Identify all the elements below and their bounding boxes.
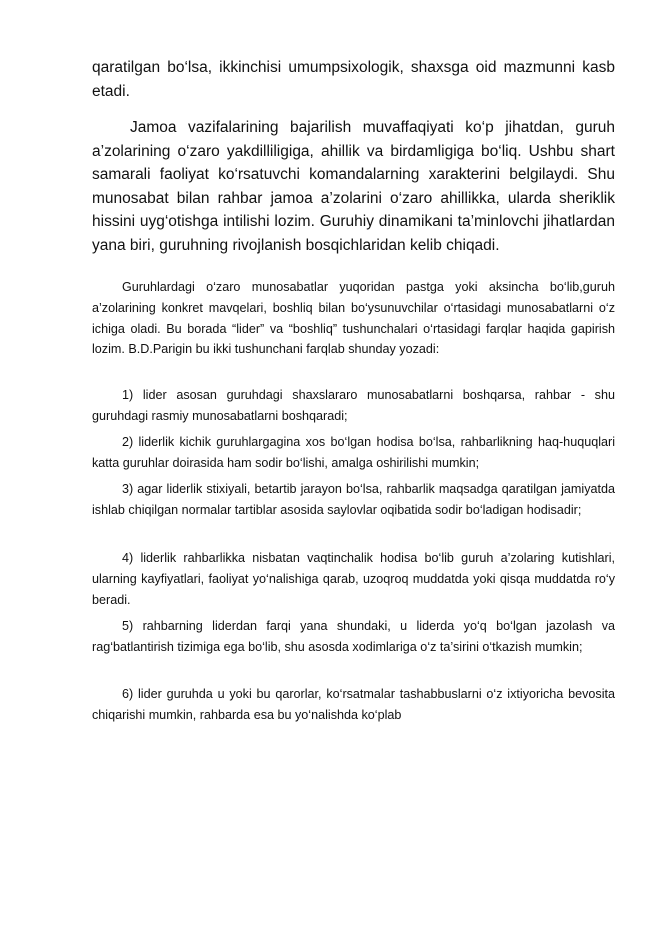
paragraph-guruhlardagi: Guruhlardagi o‘zaro munosabatlar yuqoridan pastga yoki aksincha bo‘lib,guruh a’zolarining konkret mavqelari, boshliq bilan bo‘ysunuvchilar o‘rtasidagi munosabatlarni o‘z ichiga oladi. Bu borada “lider” va “boshliq” tushunchalari o‘rtasidagi farqlar haqida gapirish lozim. B.D.Parigin bu ikki tushunchani farqlab shunday yozadi: (92, 280, 615, 357)
list-item-3: 3) agar liderlik stixiyali, betartib jarayon bo‘lsa, rahbarlik maqsadga qaratilgan jamiyatda ishlab chiqilgan normalar tartiblar asosida saylovlar oqibatida sodir bo‘ladigan hodisadir; (92, 482, 615, 517)
paragraph-jamoa: Jamoa vazifalarining bajarilish muvaffaqiyati ko‘p jihatdan, guruh a’zolarining o‘zaro yakdilliligiga, ahillik va birdamligiga bo‘liq. Ushbu shart samarali faoliyat ko‘rsatuvchi komandalarning xarakterini belgilaydi. Shu munosabat bilan rahbar jamoa a’zolarini o‘zaro ahillikka, ularda sheriklik hissini uyg‘otishga intilishi lozim. Guruhiy dinamikani ta’minlovchi jihatlardan yana biri, guruhning rivojlanish bosqichlaridan kelib chiqadi. (92, 119, 615, 254)
list-item-1: 1) lider asosan guruhdagi shaxslararo munosabatlarni boshqarsa, rahbar - shu guruhdagi rasmiy munosabatlarni boshqaradi; (92, 388, 615, 423)
paragraph-continuation: qaratilgan bo‘lsa, ikkinchisi umumpsixologik, shaxsga oid mazmunni kasb etadi. (92, 59, 615, 100)
list-item-5: 5) rahbarning liderdan farqi yana shundaki, u liderda yo‘q bo‘lgan jazolash va rag‘batlantirish tizimiga ega bo‘lib, shu asosda xodimlariga o‘z ta’sirini o‘tkazish mumkin; (92, 619, 615, 654)
list-item-2: 2) liderlik kichik guruhlargagina xos bo‘lgan hodisa bo‘lsa, rahbarlikning haq-huquqlari katta guruhlar doirasida ham sodir bo‘lishi, amalga oshirilishi mumkin; (92, 435, 615, 470)
list-item-6: 6) lider guruhda u yoki bu qarorlar, ko‘rsatmalar tashabbuslarni o‘z ixtiyoricha bevosita chiqarishi mumkin, rahbarda esa bu yo‘nalishda ko‘plab (92, 687, 615, 722)
list-item-4: 4) liderlik rahbarlikka nisbatan vaqtinchalik hodisa bo‘lib guruh a’zolaring kutishlari, ularning kayfiyatlari, faoliyat yo‘nalishiga qarab, uzoqroq muddatda yoki qisqa muddatda ro‘y beradi. (92, 551, 615, 607)
